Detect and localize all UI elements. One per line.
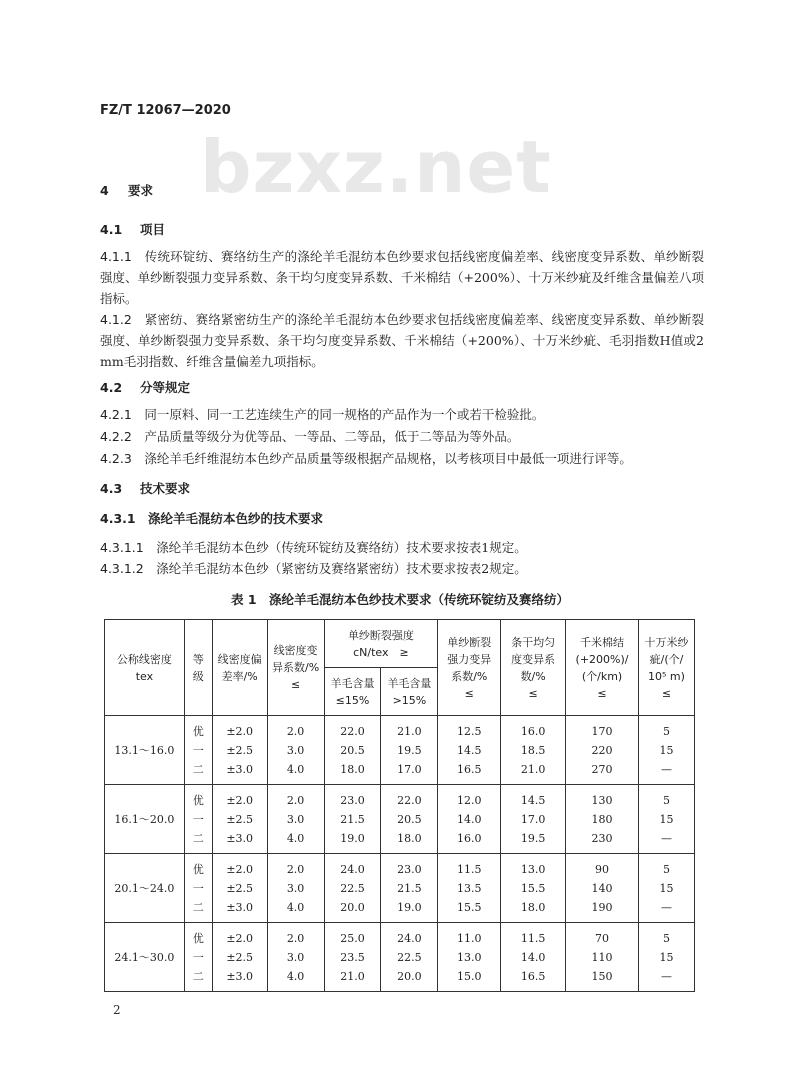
cell-even-cv [501,716,566,785]
cell-value: 90 [595,862,610,876]
cell-value: 17.0 [520,812,546,826]
cell-value: 21.5 [397,881,422,895]
cell-value: 21.0 [520,762,546,776]
paragraph-4-3-1-2 [100,558,704,579]
linear-density-range: 16.1～20.0 [105,785,185,854]
section-number: 4.3.1 [100,511,136,526]
cell-str-gt15 [381,854,438,923]
cell-value: 19.5 [520,831,546,845]
cell-value: 15.0 [457,969,482,983]
cell-value: ±2.5 [226,950,254,964]
section-heading [100,181,153,199]
cell-value: 11.0 [457,931,482,945]
cell-deviation [212,923,267,992]
header-cv: 线密度变 异系数/% ≤ [267,620,324,716]
cell-cv [267,854,324,923]
cell-value: 130 [591,793,613,807]
header-neps: 千米棉结 (+200%)/ (个/km) ≤ [566,620,639,716]
cell-value: 13.0 [457,950,482,964]
cell-str-gt15 [381,785,438,854]
cell-value: 15 [659,881,674,895]
clause-text: 传统环锭纺、赛络纺生产的涤纶羊毛混纺本色纱要求包括线密度偏差率、线密度变异系数、单纱断裂强度、单纱断裂强力变异系数、条干均匀度变异系数、千米棉结（+200%）、十万米纱疵及纤维含量偏差八项指标。 [100,249,704,306]
cell-value: 3.0 [286,950,305,964]
section-title: 涤纶羊毛混纺本色纱的技术要求 [148,511,324,526]
linear-density-range: 20.1～24.0 [105,854,185,923]
cell-value: 15.5 [520,881,546,895]
table-row [105,785,695,854]
clause-number: 4.2.3 [100,451,132,466]
cell-faults [639,785,695,854]
cell-value: 2.0 [286,862,305,876]
cell-str-le15 [324,716,381,785]
cell-even-cv [501,854,566,923]
clause-number: 4.1.2 [100,312,132,327]
cell-even-cv [501,785,566,854]
cell-value: ±2.0 [226,793,254,807]
cell-str-le15 [324,854,381,923]
cell-value: 2.0 [286,931,305,945]
clause-text: 同一原料、同一工艺连续生产的同一规格的产品作为一个或若干检验批。 [144,407,545,422]
cell-value: 13.0 [520,862,546,876]
section-heading [100,509,323,527]
cell-value: 230 [591,831,613,845]
section-heading [100,220,165,238]
clause-number: 4.2.1 [100,407,132,422]
cell-value: 24.0 [340,862,365,876]
grade-value: 优 [192,931,204,945]
cell-value: 16.0 [520,724,546,738]
cell-value: 21.0 [397,724,422,738]
cell-value: 18.0 [340,762,365,776]
page-number: 2 [113,1003,121,1017]
grade-cell [184,923,212,992]
clause-number: 4.1.1 [100,249,132,264]
cell-deviation [212,716,267,785]
header-strength-group: 单纱断裂强度 cN/tex ≥ [324,620,438,668]
cell-value: ±3.0 [226,969,254,983]
grade-value: 一 [192,950,204,964]
cell-value: 140 [591,881,613,895]
cell-value: 3.0 [286,812,305,826]
cell-value: 4.0 [286,831,305,845]
cell-value: 270 [591,762,613,776]
cell-value: 13.5 [457,881,482,895]
cell-value: 11.5 [457,862,482,876]
cell-value: 5 [663,862,670,876]
cell-cv [267,716,324,785]
cell-value: 21.0 [340,969,365,983]
linear-density-range: 24.1～30.0 [105,923,185,992]
cell-str-cv [438,785,501,854]
cell-deviation [212,854,267,923]
cell-value: 17.0 [397,762,422,776]
cell-value: — [661,831,672,845]
grade-value: 二 [192,900,204,914]
cell-value: — [661,969,672,983]
grade-value: 一 [192,743,204,757]
paragraph-4-2-3 [100,448,704,469]
cell-neps [566,785,639,854]
paragraph-4-1-1 [100,246,704,309]
grade-value: 优 [192,793,204,807]
cell-value: 22.5 [340,881,365,895]
section-number: 4 [100,183,109,198]
grade-value: 优 [192,724,204,738]
header-strength-cv: 单纱断裂 强力变异 系数/% ≤ [438,620,501,716]
paragraph-4-2-2 [100,426,704,447]
cell-value: 18.0 [520,900,546,914]
cell-value: 220 [591,743,613,757]
grade-value: 优 [192,862,204,876]
cell-value: 14.0 [520,950,546,964]
section-title: 分等规定 [140,380,191,395]
section-number: 4.2 [100,380,123,395]
cell-value: 20.5 [397,812,422,826]
cell-value: 5 [663,793,670,807]
header-evenness-cv: 条干均匀 度变异系 数/% ≤ [501,620,566,716]
cell-value: 2.0 [286,793,305,807]
cell-value: 16.5 [520,969,546,983]
cell-value: 15 [659,950,674,964]
cell-str-gt15 [381,923,438,992]
cell-str-cv [438,854,501,923]
grade-cell [184,785,212,854]
cell-faults [639,923,695,992]
table-row [105,716,695,785]
section-title: 项目 [140,222,166,237]
cell-value: ±2.5 [226,812,254,826]
cell-value: 4.0 [286,900,305,914]
cell-str-le15 [324,923,381,992]
cell-value: 11.5 [520,931,546,945]
cell-value: ±3.0 [226,831,254,845]
cell-str-le15 [324,785,381,854]
cell-value: 14.0 [457,812,482,826]
cell-value: 15 [659,743,674,757]
watermark: bzxz.net [200,125,552,209]
cell-value: ±2.0 [226,724,254,738]
header-wool-gt15: 羊毛含量 >15% [381,668,438,716]
grade-value: 二 [192,969,204,983]
cell-value: ±3.0 [226,900,254,914]
cell-deviation [212,785,267,854]
grade-cell [184,854,212,923]
standard-code: FZ/T 12067—2020 [100,103,231,118]
cell-value: 3.0 [286,881,305,895]
cell-value: 21.5 [340,812,365,826]
clause-text: 涤纶羊毛纤维混纺本色纱产品质量等级根据产品规格，以考核项目中最低一项进行评等。 [144,451,632,466]
cell-value: 20.0 [340,900,365,914]
cell-faults [639,854,695,923]
cell-str-gt15 [381,716,438,785]
cell-value: 18.0 [397,831,422,845]
section-number: 4.1 [100,222,123,237]
header-linear-density: 公称线密度 tex [105,620,185,716]
cell-value: ±2.5 [226,743,254,757]
cell-value: ±2.5 [226,881,254,895]
grade-value: 一 [192,812,204,826]
cell-value: 2.0 [286,724,305,738]
cell-value: 150 [591,969,613,983]
header-wool-le15: 羊毛含量 ≤15% [324,668,381,716]
section-heading [100,479,190,497]
cell-value: 15 [659,812,674,826]
cell-value: 180 [591,812,613,826]
cell-neps [566,716,639,785]
cell-neps [566,854,639,923]
cell-value: 19.0 [340,831,365,845]
grade-cell [184,716,212,785]
cell-value: 20.0 [397,969,422,983]
cell-value: 14.5 [520,793,546,807]
cell-value: 23.0 [340,793,365,807]
cell-cv [267,785,324,854]
header-grade: 等 级 [184,620,212,716]
paragraph-4-2-1 [100,404,704,425]
cell-value: 15.5 [457,900,482,914]
cell-value: 14.5 [457,743,482,757]
cell-value: 12.5 [457,724,482,738]
cell-value: 4.0 [286,762,305,776]
cell-value: 3.0 [286,743,305,757]
clause-text: 紧密纺、赛络紧密纺生产的涤纶羊毛混纺本色纱要求包括线密度偏差率、线密度变异系数、单纱断裂强度、单纱断裂强力变异系数、条干均匀度变异系数、千米棉结（+200%）、十万米纱疵、毛羽指数H值或2 mm毛羽指数、纤维含量偏差九项指标。 [100,312,704,369]
cell-value: 22.5 [397,950,422,964]
cell-value: — [661,762,672,776]
cell-value: 5 [663,931,670,945]
cell-value: 22.0 [340,724,365,738]
clause-text: 涤纶羊毛混纺本色纱（紧密纺及赛络紧密纺）技术要求按表2规定。 [156,561,527,576]
paragraph-4-3-1-1 [100,537,704,558]
table-title: 表 1 涤纶羊毛混纺本色纱技术要求（传统环锭纺及赛络纺） [230,592,570,607]
cell-value: 16.0 [457,831,482,845]
cell-neps [566,923,639,992]
cell-value: 22.0 [397,793,422,807]
cell-str-cv [438,923,501,992]
cell-value: ±2.0 [226,931,254,945]
section-title: 要求 [128,183,154,198]
cell-value: 5 [663,724,670,738]
cell-faults [639,716,695,785]
section-number: 4.3 [100,481,123,496]
cell-value: — [661,900,672,914]
header-deviation: 线密度偏 差率/% [212,620,267,716]
cell-cv [267,923,324,992]
cell-value: 19.5 [397,743,422,757]
cell-value: ±3.0 [226,762,254,776]
cell-value: 70 [595,931,610,945]
cell-value: 23.0 [397,862,422,876]
cell-value: 23.5 [340,950,365,964]
cell-value: 19.0 [397,900,422,914]
section-heading [100,378,190,396]
clause-text: 产品质量等级分为优等品、一等品、二等品，低于二等品为等外品。 [144,429,520,444]
section-title: 技术要求 [140,481,191,496]
header-faults: 十万米纱 疵/(个/ 10⁵ m) ≤ [639,620,695,716]
table-row [105,923,695,992]
cell-value: 20.5 [340,743,365,757]
cell-even-cv [501,923,566,992]
cell-str-cv [438,716,501,785]
cell-value: 24.0 [397,931,422,945]
spec-table [104,619,695,992]
grade-value: 二 [192,831,204,845]
cell-value: 4.0 [286,969,305,983]
cell-value: 18.5 [520,743,546,757]
paragraph-4-1-2 [100,309,704,372]
spec-table-body [105,716,695,992]
cell-value: 190 [591,900,613,914]
table-row [105,854,695,923]
grade-value: 二 [192,762,204,776]
cell-value: ±2.0 [226,862,254,876]
cell-value: 110 [591,950,613,964]
clause-number: 4.3.1.2 [100,561,144,576]
cell-value: 170 [591,724,613,738]
clause-text: 涤纶羊毛混纺本色纱（传统环锭纺及赛络纺）技术要求按表1规定。 [156,540,527,555]
linear-density-range: 13.1～16.0 [105,716,185,785]
clause-number: 4.2.2 [100,429,132,444]
cell-value: 25.0 [340,931,365,945]
cell-value: 12.0 [457,793,482,807]
grade-value: 一 [192,881,204,895]
clause-number: 4.3.1.1 [100,540,144,555]
cell-value: 16.5 [457,762,482,776]
